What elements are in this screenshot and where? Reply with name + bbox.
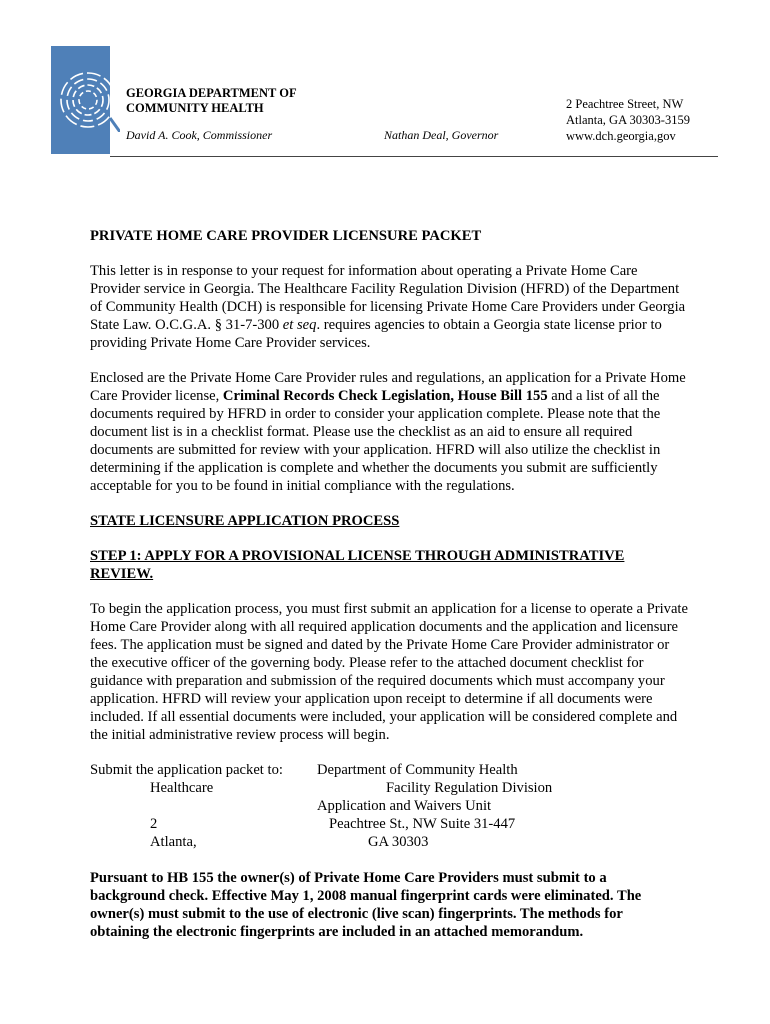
enclosed-text-bold: Criminal Records Check Legislation, House Bill 155 <box>222 388 548 404</box>
dept-name-line2: COMMUNITY HEALTH <box>126 101 264 115</box>
website: www.dch.georgia,gov <box>566 129 676 143</box>
submit-address-3: Application and Waivers Unit <box>317 798 492 814</box>
submit-left-2: 2 <box>150 816 158 832</box>
address-line1: 2 Peachtree Street, NW <box>566 97 684 111</box>
step1-heading: STEP 1: APPLY FOR A PROVISIONAL LICENSE THROUGH ADMINISTRATIVE REVIEW. <box>90 548 625 582</box>
submit-address-4: Peachtree St., NW Suite 31-447 <box>329 816 516 832</box>
enclosed-paragraph <box>90 369 690 495</box>
submit-left-1: Healthcare <box>150 780 214 796</box>
header-rule <box>110 156 718 157</box>
intro-text-a: This letter is in response to your request for information about operating a Private Home Care Provider service in Georgia. The Healthcare Facility Regulation Division (HFRD) of the Department of Community Health (DCH) is responsible for licensing Private Home Care Providers under Georgia State Law. O.C.G.A. § 31-7-300 <box>90 263 686 333</box>
submit-label: Submit the application packet to: <box>90 762 283 778</box>
address-line2: Atlanta, GA 30303-3159 <box>566 113 690 127</box>
application-paragraph: To begin the application process, you must first submit an application for a license to operate a Private Home Care Provider along with all required application documents and the application and licensure fees. The application must be signed and dated by the Private Home Care Provider administrator or the executive officer of the governing body. Please refer to the attached document checklist for guidance with preparation and submission of the required documents which must accompany your application. HFRD will review your application upon receipt to determine if all documents were included. If all essential documents were included, your application will be considered complete and the initial administrative review process will begin. <box>90 601 688 743</box>
intro-text-b: . requires agencies to obtain a Georgia state license prior to providing Private Home Care Provider services. <box>90 317 662 351</box>
intro-paragraph <box>90 262 690 352</box>
dch-logo-icon <box>56 68 120 132</box>
enclosed-text-a: Enclosed are the Private Home Care Provider rules and regulations, an application for a Private Home Care Provider license, <box>90 370 686 404</box>
enclosed-text-b: and a list of all the documents required by HFRD in order to consider your application complete. Please note that the document list is in a checklist format. Please use the checklist as an aid to ensure all required documents are submitted for review with your application. HFRD will also utilize the checklist in determining if the application is complete and whether the documents you submit are sufficiently acceptable for you to be found in initial compliance with the regulations. <box>90 388 661 494</box>
page-title: PRIVATE HOME CARE PROVIDER LICENSURE PACKET <box>90 228 482 244</box>
intro-text-italic: et seq <box>282 317 317 333</box>
submit-left-3: Atlanta, <box>150 834 197 850</box>
commissioner-name: David A. Cook, Commissioner <box>126 128 273 142</box>
dept-name-line1: GEORGIA DEPARTMENT OF <box>126 86 297 100</box>
background-check-paragraph: Pursuant to HB 155 the owner(s) of Private Home Care Providers must submit to a background check. Effective May 1, 2008 manual fingerprint cards were eliminated. The owner(s) must submit to the use of electronic (live scan) fingerprints. The methods for obtaining the electronic fingerprints are included in an attached memorandum. <box>90 870 642 940</box>
section-heading: STATE LICENSURE APPLICATION PROCESS <box>90 513 400 529</box>
submit-address-1: Department of Community Health <box>317 762 518 778</box>
governor-name: Nathan Deal, Governor <box>384 128 499 142</box>
submit-address-2: Facility Regulation Division <box>386 780 553 796</box>
submit-address-5: GA 30303 <box>368 834 429 850</box>
